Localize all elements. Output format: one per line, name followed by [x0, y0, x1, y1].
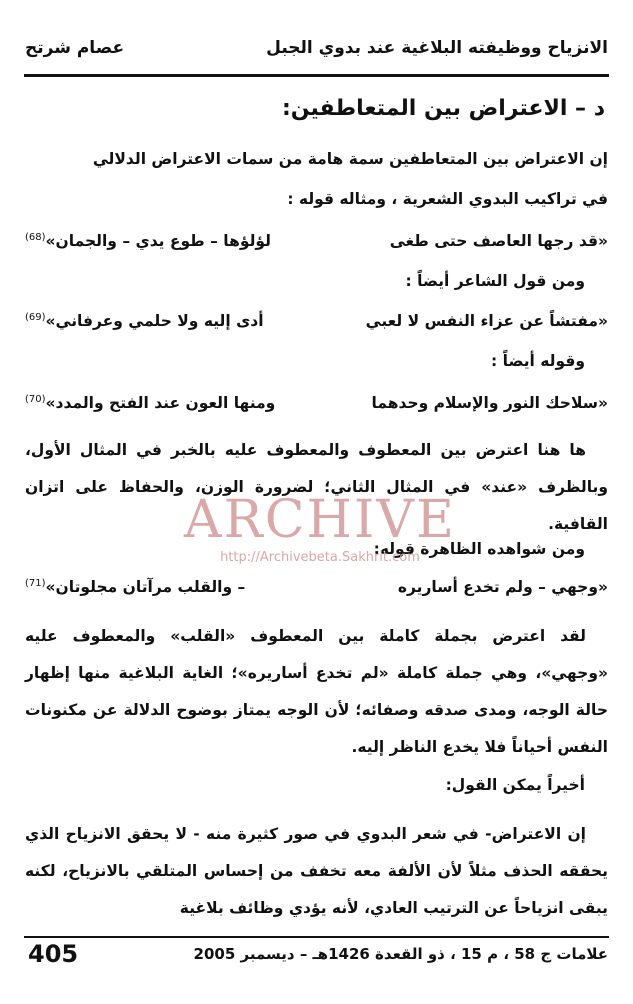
paragraph-line: إن الاعتراض بين المتعاطفين سمة هامة من سمات الاعتراض الدلالي [92, 150, 608, 168]
paragraph-line: في تراكيب البدوي الشعرية ، ومثاله قوله : [287, 190, 608, 208]
verse [25, 312, 608, 338]
verse-intro: ومن قول الشاعر أيضاً : [405, 272, 585, 290]
footer-rule [24, 936, 609, 938]
verse-hemistich-second-text: لؤلؤها – طوع يدي – والجمان» [45, 232, 271, 251]
paragraph-lead: أخيراً يمكن القول: [445, 776, 585, 794]
verse-intro: وقوله أيضاً : [491, 352, 585, 370]
verse-hemistich-second [25, 394, 275, 412]
verse [25, 578, 608, 604]
running-title: الانزياح ووظيفته البلاغية عند بدوي الجبل [266, 38, 608, 58]
verse-hemistich-second-text: أدى إليه ولا حلمي وعرفاني» [45, 312, 264, 331]
verse-hemistich-second-text: ومنها العون عند الفتح والمدد» [45, 394, 276, 413]
running-header [25, 38, 608, 68]
footnote-ref: (70) [25, 394, 46, 405]
verse-intro: ومن شواهده الظاهرة قوله: [373, 540, 585, 558]
running-author: عصام شرتح [25, 38, 125, 58]
footnote-ref: (71) [25, 578, 46, 589]
verse [25, 232, 608, 258]
verse-hemistich-second-text: – والقلب مرآتان مجلوتان» [45, 578, 246, 597]
verse-hemistich-first: «قد رجها العاصف حتى طغى [389, 232, 608, 250]
watermark-url: http://Archivebeta.Sakhrit.com [220, 550, 420, 565]
footnote-ref: (69) [25, 312, 46, 323]
verse-hemistich-second [25, 578, 245, 596]
archive-watermark: ARCHIVE [184, 490, 456, 550]
page-number: 405 [28, 940, 79, 968]
verse-hemistich-second [25, 232, 271, 250]
paragraph: لقد اعترض بجملة كاملة بين المعطوف «القلب» والمعطوف عليه «وجهي»، وهي جملة كاملة «لم تخدع أساريره»؛ الغاية البلاغية منها إظهار حالة الوجه، ومدى صدقه وصفائه؛ لأن الوجه يمتاز بوضوح الدلالة عن مكنونات النفس أحياناً فلا يخدع الناظر إليه. [25, 627, 608, 756]
paragraph: ها هنا اعترض بين المعطوف والمعطوف عليه بالخبر في المثال الأول، وبالظرف «عند» في المثال الثاني؛ لضرورة الوزن، والحفاظ على اتزان القافية. [25, 441, 608, 533]
paragraph: إن الاعتراض- في شعر البدوي في صور كثيرة منه - لا يحقق الانزياح الذي يحققه الحذف مثلاً لأن الألفة معه تخفف من إحساس المتلقي بالانزياح، لكنه يبقى انزياحاً عن الترتيب العادي، لأنه يؤدي وظائف بلاغية [25, 825, 608, 917]
section-heading: د – الاعتراض بين المتعاطفين: [281, 96, 605, 121]
header-rule [24, 74, 609, 77]
verse-hemistich-first: «مفتشاً عن عزاء النفس لا لعبي [365, 312, 608, 330]
journal-info: علامات ج 58 ، م 15 ، ذو القعدة 1426هـ – ديسمبر 2005 [193, 945, 608, 963]
verse-hemistich-second [25, 312, 264, 330]
verse-hemistich-first: «وجهي – ولم تخدع أساريره [397, 578, 608, 596]
footnote-ref: (68) [25, 232, 46, 243]
verse-hemistich-first: «سلاحك النور والإسلام وحدهما [371, 394, 608, 412]
verse [25, 394, 608, 420]
